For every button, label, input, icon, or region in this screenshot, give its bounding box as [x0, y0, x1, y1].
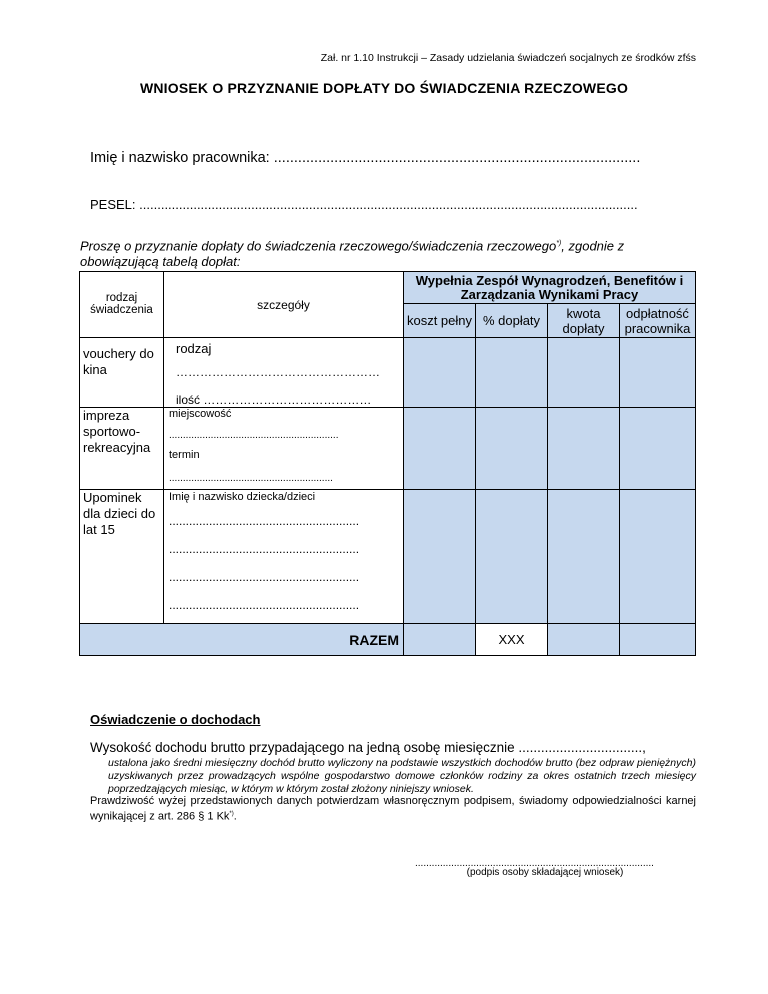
cell-amount[interactable]: [548, 490, 620, 624]
sport-place-dots: .............................................................: [169, 430, 339, 441]
cinema-qty-dots: ……………………………………: [203, 393, 372, 407]
employee-name-label: Imię i nazwisko pracownika:: [90, 150, 270, 166]
gift-child-dots-1: .........................................................: [169, 514, 360, 528]
income-section-title: Oświadczenie o dochodach: [90, 712, 261, 727]
footnote-mark: *): [556, 240, 562, 247]
total-amount[interactable]: [548, 624, 620, 656]
employee-name-dots: ...........................................................................................: [273, 150, 641, 166]
cell-percent[interactable]: [476, 408, 548, 490]
declaration-text: Prawdziwość wyżej przedstawionych danych potwierdzam własnoręcznym podpisem, świadomy odpowiedzialności karnej wynikającej z art. 286 § 1 Kk: [90, 795, 696, 823]
signature-label: (podpis osoby składającej wniosek): [466, 867, 624, 878]
benefit-table: [79, 271, 696, 656]
gift-child-label: Imię i nazwisko dziecka/dzieci: [169, 491, 316, 503]
cell-employee-share[interactable]: [620, 408, 696, 490]
col-full-cost-header: koszt pełny: [404, 304, 476, 338]
cinema-qty-label: ilość: [176, 393, 201, 407]
declaration-end: .: [233, 810, 237, 823]
total-row: [80, 624, 696, 656]
gift-child-dots-2: .........................................................: [169, 542, 360, 556]
total-percent: XXX: [476, 624, 548, 656]
cell-employee-share[interactable]: [620, 338, 696, 408]
pesel-field[interactable]: [90, 197, 680, 212]
sport-date-label: termin: [169, 449, 200, 461]
total-employee-share[interactable]: [620, 624, 696, 656]
row-details-gift[interactable]: [164, 490, 404, 624]
attachment-note: Zał. nr 1.10 Instrukcji – Zasady udzielania świadczeń socjalnych ze środków zfśs: [320, 52, 696, 64]
row-details-sport[interactable]: [164, 408, 404, 490]
table-row: [80, 490, 696, 624]
col-amount-header: kwota dopłaty: [548, 304, 620, 338]
declaration: [90, 795, 696, 824]
request-intro-end: , zgodnie z obowiązującą tabelą dopłat:: [80, 238, 625, 270]
col-type-header: rodzaj świadczenia: [90, 292, 153, 316]
request-intro: [80, 236, 692, 270]
row-type-gift: Upominek dla dzieci do lat 15: [80, 490, 164, 624]
pesel-label: PESEL:: [90, 197, 136, 212]
declaration-mark: *): [229, 811, 234, 817]
cell-full-cost[interactable]: [404, 408, 476, 490]
team-header: Wypełnia Zespół Wynagrodzeń, Benefitów i Zarządzania Wynikami Pracy: [404, 272, 696, 304]
col-percent-header: % dopłaty: [476, 304, 548, 338]
income-line[interactable]: [90, 740, 646, 755]
cinema-qty-field: [176, 393, 400, 407]
cell-percent[interactable]: [476, 490, 548, 624]
income-dots: .................................,: [518, 740, 646, 755]
cell-amount[interactable]: [548, 338, 620, 408]
total-label: RAZEM: [80, 624, 404, 656]
income-label: Wysokość dochodu brutto przypadającego na jedną osobę miesięcznie: [90, 740, 515, 755]
cinema-kind-dots: ……………………………………………: [176, 365, 380, 379]
cell-full-cost[interactable]: [404, 338, 476, 408]
col-details-header: szczegóły: [164, 272, 404, 338]
row-type-sport: impreza sportowo-rekreacyjna: [80, 408, 164, 490]
sport-place-label: miejscowość: [169, 408, 232, 420]
table-row: [80, 338, 696, 408]
cell-percent[interactable]: [476, 338, 548, 408]
cell-employee-share[interactable]: [620, 490, 696, 624]
income-note: ustalona jako średni miesięczny dochód brutto wyliczony na podstawie wszystkich dochodów brutto (bez odpraw pieniężnych) uzyskiwanych przez prowadzących wspólne gospodarstwo domowe członków rodziny za okres ostatnich trzech miesięcy poprzedzających miesiąc, w którym w którym został złożony niniejszy wniosek.: [108, 757, 696, 795]
table-row: [80, 408, 696, 490]
sport-date-dots: ...........................................................: [169, 473, 333, 484]
employee-name-field[interactable]: [90, 150, 694, 166]
request-intro-text: Proszę o przyznanie dopłaty do świadczenia rzeczowego/świadczenia rzeczowego: [80, 238, 557, 254]
row-details-cinema[interactable]: [164, 338, 404, 408]
row-type-cinema: vouchery do kina: [80, 338, 164, 408]
cell-full-cost[interactable]: [404, 490, 476, 624]
cinema-kind-label: rodzaj: [176, 341, 212, 356]
gift-child-dots-4: .........................................................: [169, 598, 360, 612]
page-title: WNIOSEK O PRZYZNANIE DOPŁATY DO ŚWIADCZENIA RZECZOWEGO: [139, 80, 629, 96]
cell-amount[interactable]: [548, 408, 620, 490]
total-full-cost[interactable]: [404, 624, 476, 656]
signature-line[interactable]: ......................................................................................: [415, 858, 654, 869]
gift-child-dots-3: .........................................................: [169, 570, 360, 584]
pesel-dots: ..........................................................................................................................................: [139, 197, 638, 212]
col-employee-header: odpłatność pracownika: [620, 304, 696, 338]
